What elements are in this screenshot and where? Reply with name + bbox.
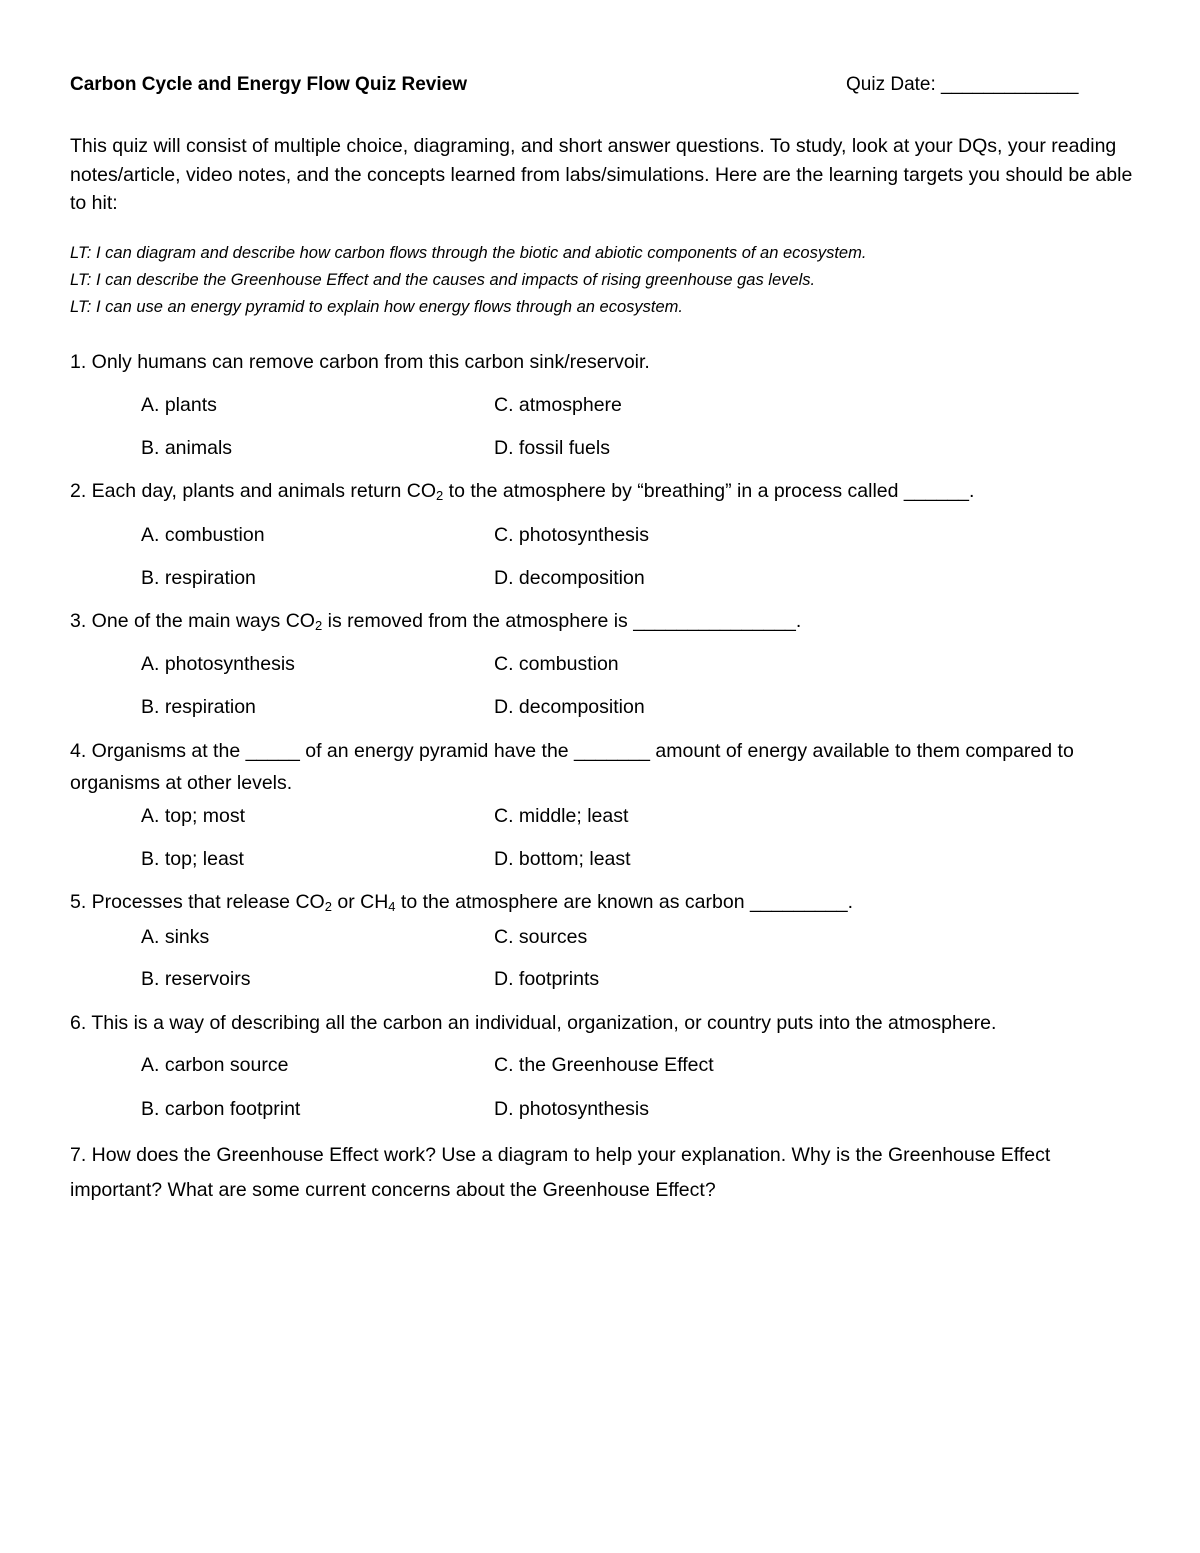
question-1-option-c: C. atmosphere — [494, 394, 622, 416]
question-5-option-d: D. footprints — [494, 968, 600, 990]
question-6-option-d: D. photosynthesis — [494, 1098, 650, 1120]
subscript: 4 — [388, 899, 396, 914]
question-3-option-c: C. combustion — [494, 653, 619, 675]
learning-target: LT: I can describe the Greenhouse Effect and the causes and impacts of rising greenhouse gas levels. — [70, 271, 816, 289]
page-title: Carbon Cycle and Energy Flow Quiz Review — [70, 74, 467, 95]
question-1-option-b: B. animals — [141, 437, 233, 459]
question-1: 1. Only humans can remove carbon from this carbon sink/reservoir. — [70, 351, 650, 373]
question-5-option-b: B. reservoirs — [141, 968, 251, 990]
question-3-option-b: B. respiration — [141, 696, 256, 718]
question-3-option-a: A. photosynthesis — [141, 653, 295, 675]
question-3-option-d: D. decomposition — [494, 696, 645, 718]
subscript: 2 — [324, 899, 332, 914]
question-6-option-c: C. the Greenhouse Effect — [494, 1054, 714, 1076]
learning-target: LT: I can diagram and describe how carbon flows through the biotic and abiotic components of an ecosystem. — [70, 244, 867, 262]
question-3 — [70, 610, 801, 633]
subscript: 2 — [436, 488, 444, 503]
question-5 — [70, 891, 853, 914]
question-7: 7. How does the Greenhouse Effect work? Use a diagram to help your explanation. Why is the Greenhouse Effect important? What are some current concerns about the Greenhouse Effect? — [70, 1144, 1051, 1201]
question-2-text-a: 2. Each day, plants and animals return CO — [70, 480, 436, 502]
quiz-date-label: Quiz Date: _____________ — [846, 74, 1079, 95]
question-1-option-d: D. fossil fuels — [494, 437, 610, 459]
question-3-text-b: is removed from the atmosphere is _______________. — [322, 610, 802, 632]
question-2-option-d: D. decomposition — [494, 567, 645, 589]
intro-paragraph: This quiz will consist of multiple choice, diagraming, and short answer questions. To study, look at your DQs, your reading notes/article, video notes, and the concepts learned from labs/simulations. Here are the learning targets you should be able to hit: — [70, 135, 1133, 214]
question-2-option-a: A. combustion — [141, 524, 265, 546]
question-6: 6. This is a way of describing all the carbon an individual, organization, or country puts into the atmosphere. — [70, 1012, 997, 1034]
question-2-text-b: to the atmosphere by “breathing” in a process called ______. — [443, 480, 975, 502]
question-4-option-a: A. top; most — [141, 805, 246, 827]
question-5-text-c: to the atmosphere are known as carbon _________. — [395, 891, 853, 913]
question-5-option-c: C. sources — [494, 926, 588, 948]
question-2-option-c: C. photosynthesis — [494, 524, 650, 546]
question-4-option-c: C. middle; least — [494, 805, 629, 827]
question-6-option-b: B. carbon footprint — [141, 1098, 301, 1120]
question-1-option-a: A. plants — [141, 394, 217, 416]
question-3-text-a: 3. One of the main ways CO — [70, 610, 315, 632]
question-5-text-b: or CH — [331, 891, 389, 913]
question-6-option-a: A. carbon source — [141, 1054, 289, 1076]
question-2 — [70, 480, 974, 503]
question-4: 4. Organisms at the _____ of an energy pyramid have the _______ amount of energy available to them compared to organisms at other levels. — [70, 740, 1074, 794]
subscript: 2 — [314, 618, 323, 633]
question-4-option-d: D. bottom; least — [494, 848, 631, 870]
question-2-option-b: B. respiration — [141, 567, 256, 589]
question-5-text-a: 5. Processes that release CO — [70, 891, 325, 913]
question-4-option-b: B. top; least — [141, 848, 244, 870]
question-5-option-a: A. sinks — [141, 926, 210, 948]
learning-target: LT: I can use an energy pyramid to explain how energy flows through an ecosystem. — [70, 298, 683, 316]
